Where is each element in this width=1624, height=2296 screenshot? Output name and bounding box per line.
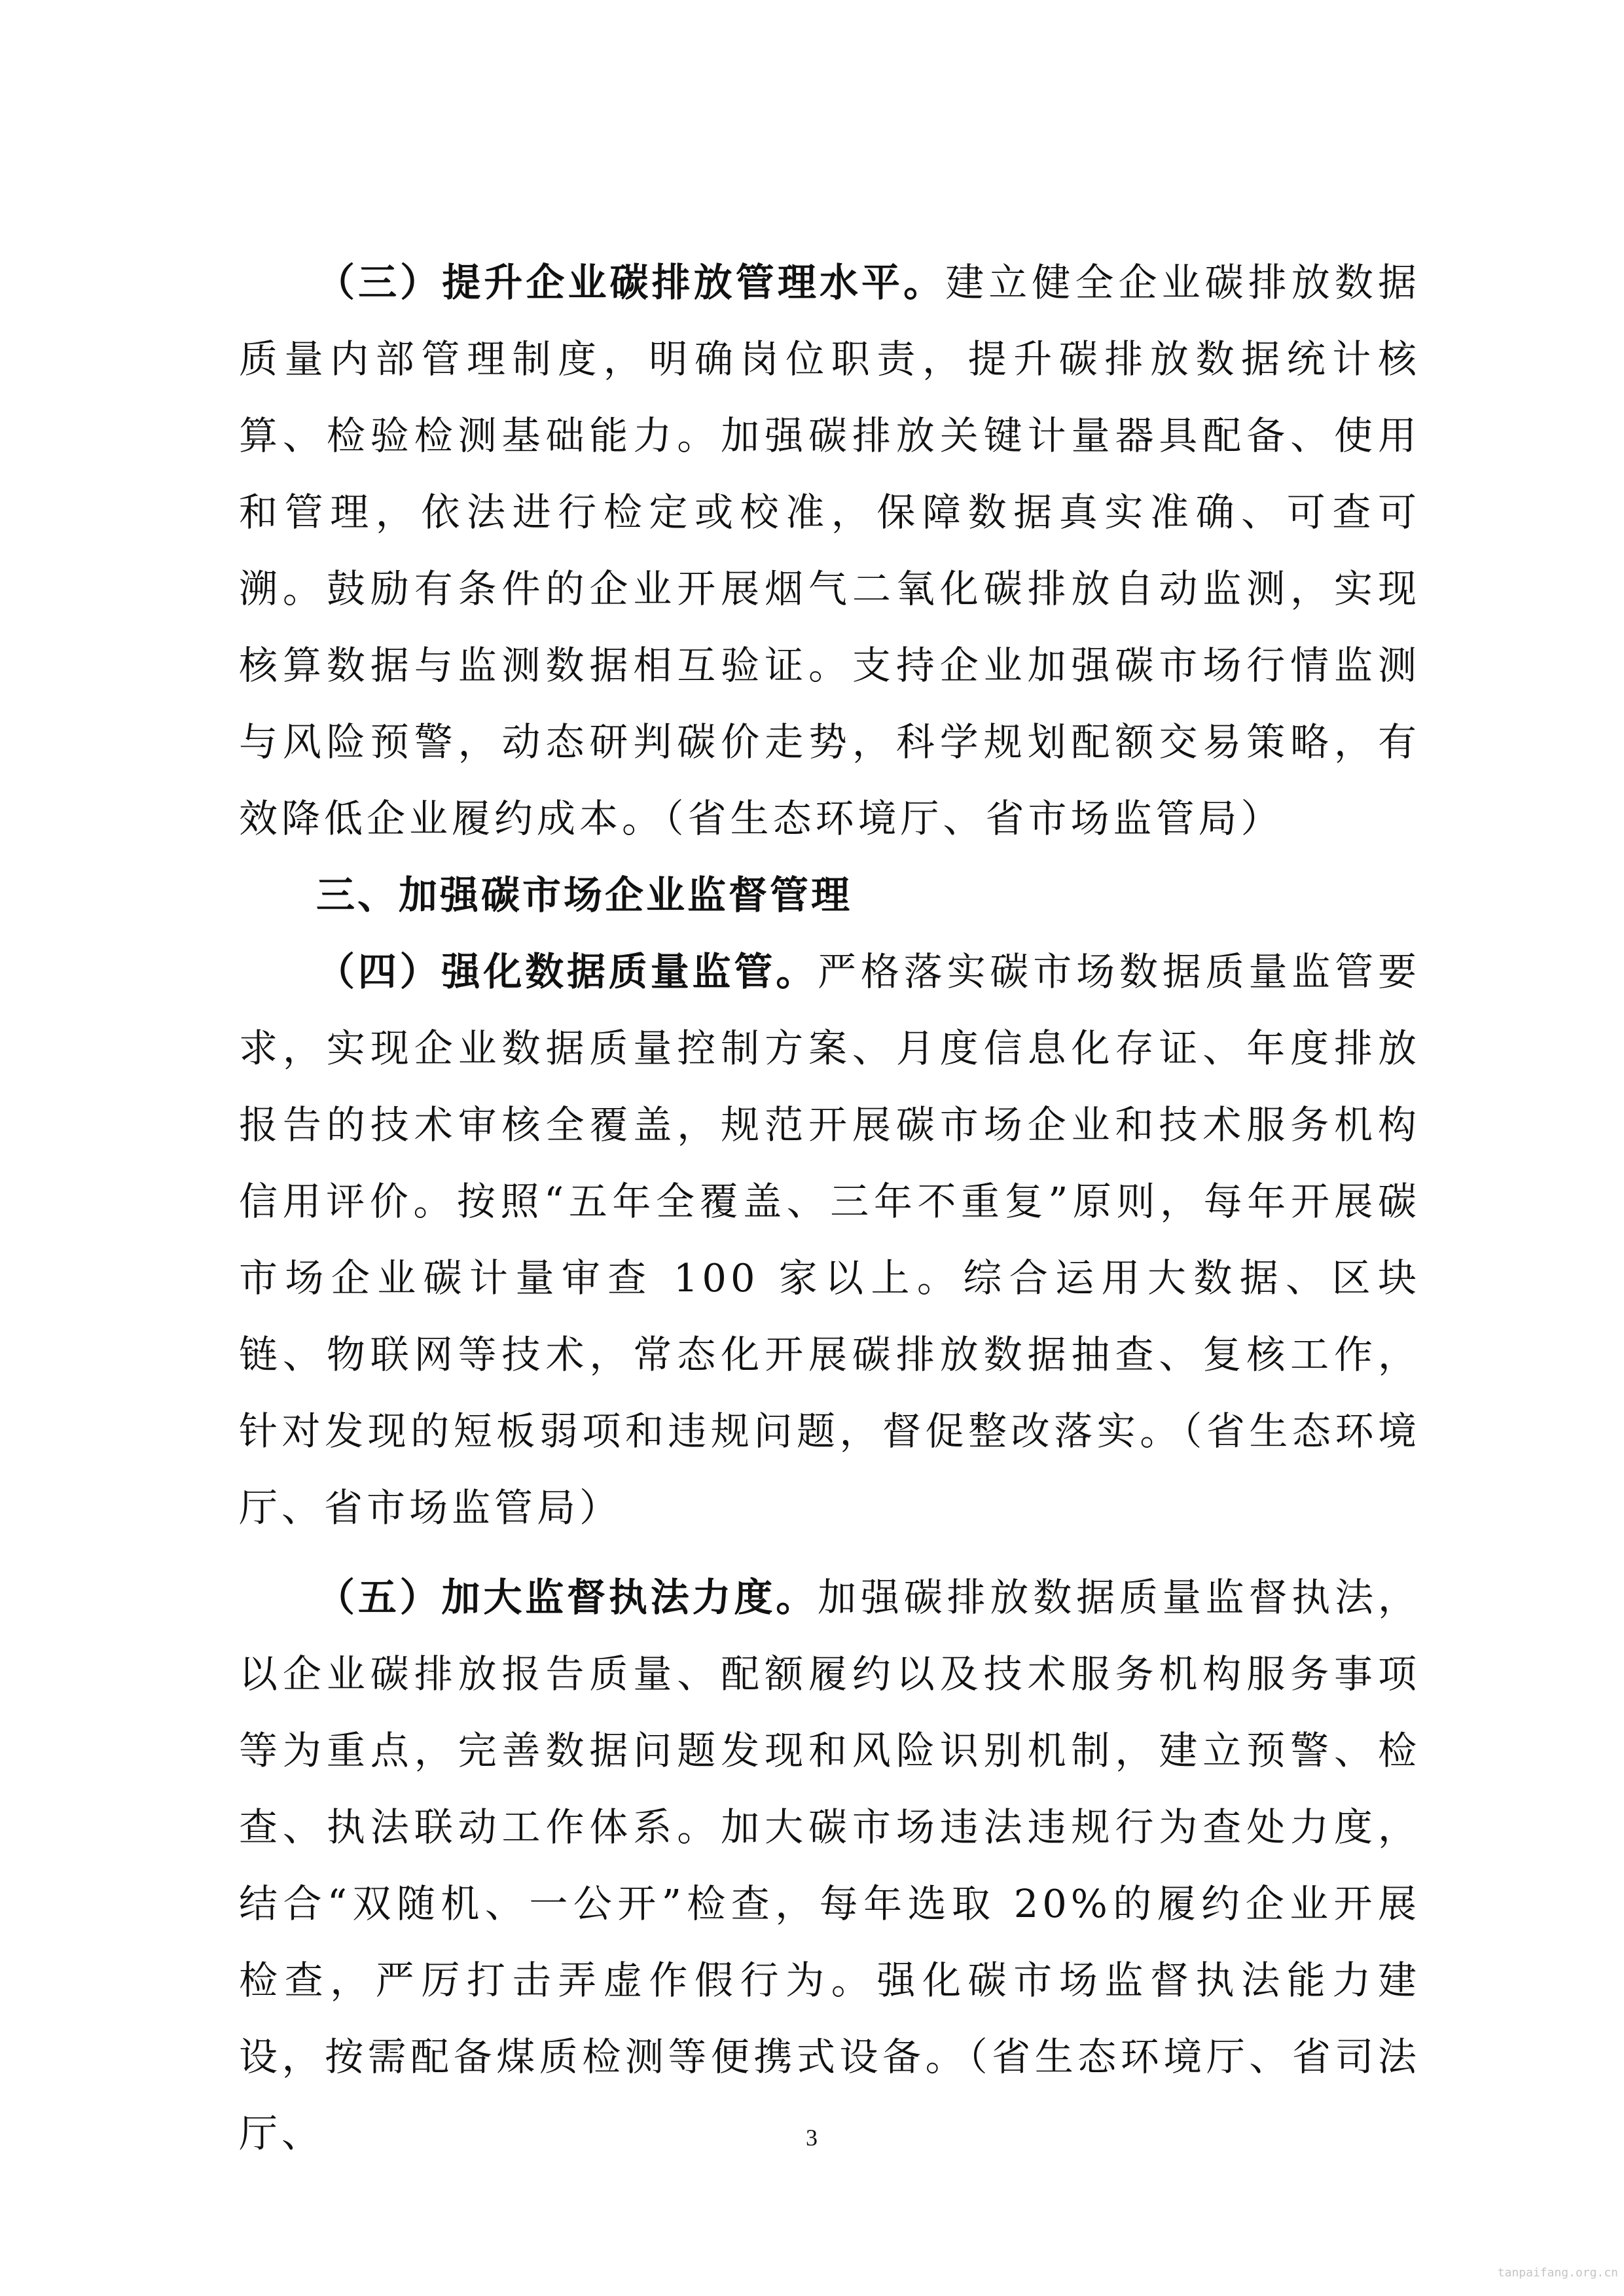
page-number: 3	[806, 2125, 818, 2151]
paragraph-five-body: 加强碳排放数据质量监督执法，以企业碳排放报告质量、配额履约以及技术服务机构服务事项等为重点，完善数据问题发现和风险识别机制，建立预警、检查、执法联动工作体系。加大碳市场违法违规行为查处力度，结合“双随机、一公开”检查，每年选取 20%的履约企业开展检查，严厉打击弄虚作假行为。强化碳市场监督执法能力建设，按需配备煤质检测等便携式设备。（省生态环境厅、省司法厅、	[239, 1575, 1420, 2156]
watermark: tanpaifang.org.cn	[1497, 2266, 1618, 2280]
paragraph-three-body: 建立健全企业碳排放数据质量内部管理制度，明确岗位职责，提升碳排放数据统计核算、检验检测基础能力。加强碳排放关键计量器具配备、使用和管理，依法进行检定或校准，保障数据真实准确、可查可溯。鼓励有条件的企业开展烟气二氧化碳排放自动监测，实现核算数据与监测数据相互验证。支持企业加强碳市场行情监测与风险预警，动态研判碳价走势，科学规划配额交易策略，有效降低企业履约成本。（省生态环境厅、省市场监管局）	[239, 260, 1420, 841]
paragraph-four-lead: （四）强化数据质量监管。	[316, 949, 818, 994]
paragraph-four-body: 严格落实碳市场数据质量监管要求，实现企业数据质量控制方案、月度信息化存证、年度排放报告的技术审核全覆盖，规范开展碳市场企业和技术服务机构信用评价。按照“五年全覆盖、三年不重复”原则，每年开展碳市场企业碳计量审查 100 家以上。综合运用大数据、区块链、物联网等技术，常态化开展碳排放数据抽查、复核工作，针对发现的短板弱项和违规问题，督促整改落实。（省生态环境厅、省市场监管局）	[239, 949, 1420, 1530]
section-heading: 三、加强碳市场企业监督管理	[316, 872, 853, 918]
document-body	[239, 244, 1420, 2172]
paragraph-three-lead: （三）提升企业碳排放管理水平。	[316, 260, 946, 305]
paragraph-five-lead: （五）加大监督执法力度。	[316, 1575, 818, 1620]
paragraph-four	[239, 933, 1420, 1546]
paragraph-five	[239, 1559, 1420, 2172]
paragraph-three	[239, 244, 1420, 857]
